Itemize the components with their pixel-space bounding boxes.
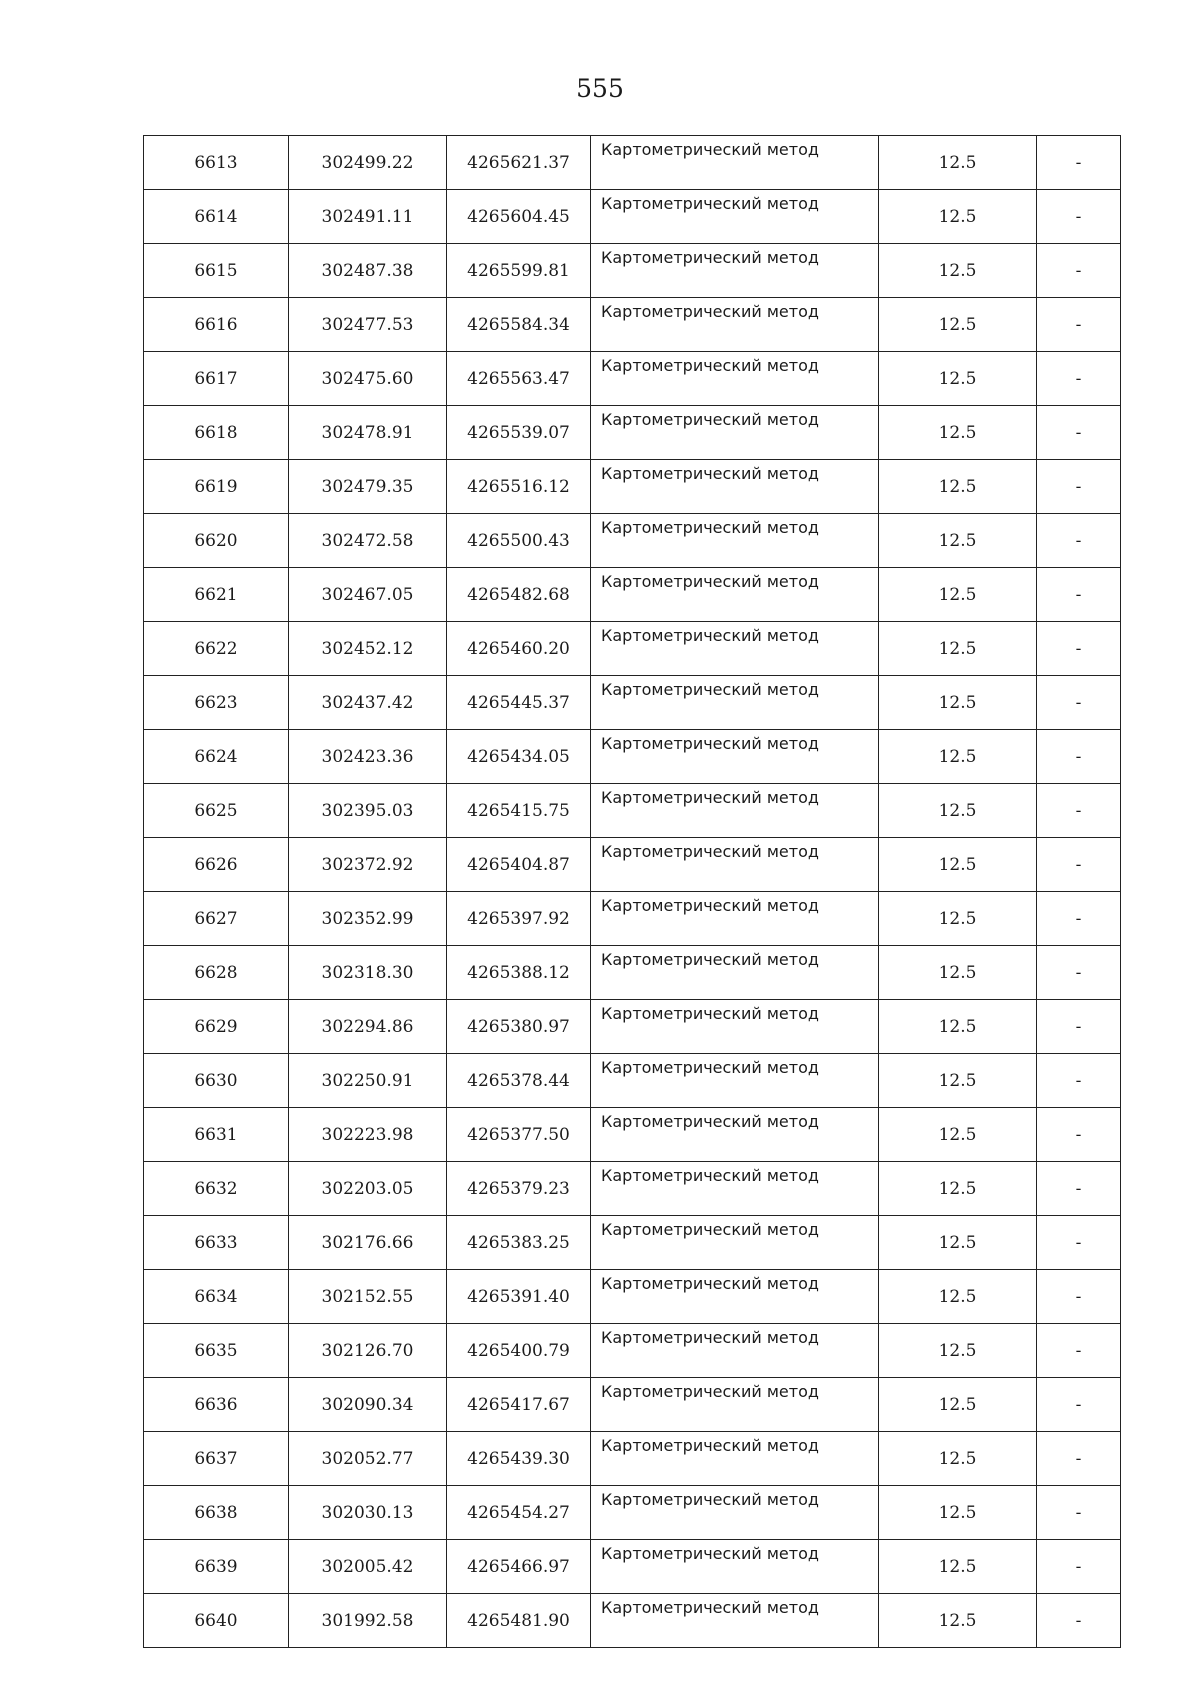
accuracy-cell: 12.5 (879, 1486, 1037, 1540)
y-coordinate-cell: 4265415.75 (447, 784, 591, 838)
accuracy-cell: 12.5 (879, 460, 1037, 514)
point-number-cell: 6633 (144, 1216, 289, 1270)
accuracy-cell: 12.5 (879, 1000, 1037, 1054)
method-cell: Картометрический метод (591, 136, 879, 190)
description-cell: - (1037, 298, 1121, 352)
x-coordinate-cell: 302395.03 (289, 784, 447, 838)
accuracy-cell: 12.5 (879, 190, 1037, 244)
accuracy-cell: 12.5 (879, 838, 1037, 892)
description-cell: - (1037, 1432, 1121, 1486)
y-coordinate-cell: 4265599.81 (447, 244, 591, 298)
y-coordinate-cell: 4265445.37 (447, 676, 591, 730)
y-coordinate-cell: 4265539.07 (447, 406, 591, 460)
y-coordinate-cell: 4265481.90 (447, 1594, 591, 1648)
description-cell: - (1037, 568, 1121, 622)
table-row (144, 1324, 1121, 1378)
y-coordinate-cell: 4265383.25 (447, 1216, 591, 1270)
description-cell: - (1037, 460, 1121, 514)
y-coordinate-cell: 4265380.97 (447, 1000, 591, 1054)
method-cell: Картометрический метод (591, 1000, 879, 1054)
table-row (144, 244, 1121, 298)
accuracy-cell: 12.5 (879, 1162, 1037, 1216)
description-cell: - (1037, 1162, 1121, 1216)
method-cell: Картометрический метод (591, 784, 879, 838)
description-cell: - (1037, 1378, 1121, 1432)
x-coordinate-cell: 302491.11 (289, 190, 447, 244)
table-row (144, 730, 1121, 784)
x-coordinate-cell: 302452.12 (289, 622, 447, 676)
accuracy-cell: 12.5 (879, 1540, 1037, 1594)
point-number-cell: 6636 (144, 1378, 289, 1432)
description-cell: - (1037, 1000, 1121, 1054)
description-cell: - (1037, 1054, 1121, 1108)
method-cell: Картометрический метод (591, 514, 879, 568)
method-cell: Картометрический метод (591, 568, 879, 622)
y-coordinate-cell: 4265400.79 (447, 1324, 591, 1378)
y-coordinate-cell: 4265404.87 (447, 838, 591, 892)
description-cell: - (1037, 1216, 1121, 1270)
x-coordinate-cell: 302294.86 (289, 1000, 447, 1054)
point-number-cell: 6617 (144, 352, 289, 406)
point-number-cell: 6616 (144, 298, 289, 352)
point-number-cell: 6629 (144, 1000, 289, 1054)
point-number-cell: 6618 (144, 406, 289, 460)
method-cell: Картометрический метод (591, 1432, 879, 1486)
point-number-cell: 6623 (144, 676, 289, 730)
x-coordinate-cell: 302005.42 (289, 1540, 447, 1594)
table-row (144, 1432, 1121, 1486)
method-cell: Картометрический метод (591, 1270, 879, 1324)
accuracy-cell: 12.5 (879, 730, 1037, 784)
table-row (144, 568, 1121, 622)
point-number-cell: 6626 (144, 838, 289, 892)
x-coordinate-cell: 302152.55 (289, 1270, 447, 1324)
point-number-cell: 6624 (144, 730, 289, 784)
table-body (144, 136, 1121, 1648)
table-row (144, 460, 1121, 514)
method-cell: Картометрический метод (591, 1594, 879, 1648)
x-coordinate-cell: 301992.58 (289, 1594, 447, 1648)
table-row (144, 136, 1121, 190)
point-number-cell: 6632 (144, 1162, 289, 1216)
x-coordinate-cell: 302499.22 (289, 136, 447, 190)
method-cell: Картометрический метод (591, 1108, 879, 1162)
description-cell: - (1037, 244, 1121, 298)
accuracy-cell: 12.5 (879, 1594, 1037, 1648)
table-row (144, 514, 1121, 568)
point-number-cell: 6625 (144, 784, 289, 838)
accuracy-cell: 12.5 (879, 946, 1037, 1000)
method-cell: Картометрический метод (591, 190, 879, 244)
y-coordinate-cell: 4265621.37 (447, 136, 591, 190)
point-number-cell: 6639 (144, 1540, 289, 1594)
y-coordinate-cell: 4265466.97 (447, 1540, 591, 1594)
method-cell: Картометрический метод (591, 1054, 879, 1108)
method-cell: Картометрический метод (591, 676, 879, 730)
x-coordinate-cell: 302203.05 (289, 1162, 447, 1216)
method-cell: Картометрический метод (591, 298, 879, 352)
table-row (144, 1108, 1121, 1162)
y-coordinate-cell: 4265388.12 (447, 946, 591, 1000)
point-number-cell: 6620 (144, 514, 289, 568)
x-coordinate-cell: 302472.58 (289, 514, 447, 568)
page-number: 555 (576, 74, 624, 103)
table-row (144, 1216, 1121, 1270)
x-coordinate-cell: 302090.34 (289, 1378, 447, 1432)
table-row (144, 1054, 1121, 1108)
y-coordinate-cell: 4265397.92 (447, 892, 591, 946)
accuracy-cell: 12.5 (879, 784, 1037, 838)
x-coordinate-cell: 302352.99 (289, 892, 447, 946)
point-number-cell: 6634 (144, 1270, 289, 1324)
x-coordinate-cell: 302475.60 (289, 352, 447, 406)
point-number-cell: 6613 (144, 136, 289, 190)
point-number-cell: 6638 (144, 1486, 289, 1540)
description-cell: - (1037, 1324, 1121, 1378)
method-cell: Картометрический метод (591, 1540, 879, 1594)
y-coordinate-cell: 4265516.12 (447, 460, 591, 514)
point-number-cell: 6622 (144, 622, 289, 676)
point-number-cell: 6630 (144, 1054, 289, 1108)
y-coordinate-cell: 4265377.50 (447, 1108, 591, 1162)
accuracy-cell: 12.5 (879, 514, 1037, 568)
method-cell: Картометрический метод (591, 1486, 879, 1540)
x-coordinate-cell: 302487.38 (289, 244, 447, 298)
accuracy-cell: 12.5 (879, 568, 1037, 622)
method-cell: Картометрический метод (591, 622, 879, 676)
accuracy-cell: 12.5 (879, 892, 1037, 946)
method-cell: Картометрический метод (591, 1324, 879, 1378)
table-row (144, 406, 1121, 460)
point-number-cell: 6621 (144, 568, 289, 622)
accuracy-cell: 12.5 (879, 298, 1037, 352)
table-row (144, 784, 1121, 838)
method-cell: Картометрический метод (591, 406, 879, 460)
y-coordinate-cell: 4265379.23 (447, 1162, 591, 1216)
point-number-cell: 6637 (144, 1432, 289, 1486)
accuracy-cell: 12.5 (879, 1378, 1037, 1432)
accuracy-cell: 12.5 (879, 406, 1037, 460)
description-cell: - (1037, 892, 1121, 946)
method-cell: Картометрический метод (591, 1216, 879, 1270)
method-cell: Картометрический метод (591, 1378, 879, 1432)
table-row (144, 190, 1121, 244)
table-row (144, 838, 1121, 892)
description-cell: - (1037, 1108, 1121, 1162)
point-number-cell: 6628 (144, 946, 289, 1000)
point-number-cell: 6614 (144, 190, 289, 244)
description-cell: - (1037, 352, 1121, 406)
table-row (144, 892, 1121, 946)
x-coordinate-cell: 302176.66 (289, 1216, 447, 1270)
accuracy-cell: 12.5 (879, 622, 1037, 676)
x-coordinate-cell: 302030.13 (289, 1486, 447, 1540)
y-coordinate-cell: 4265563.47 (447, 352, 591, 406)
description-cell: - (1037, 406, 1121, 460)
method-cell: Картометрический метод (591, 946, 879, 1000)
description-cell: - (1037, 514, 1121, 568)
accuracy-cell: 12.5 (879, 1270, 1037, 1324)
table-row (144, 946, 1121, 1000)
accuracy-cell: 12.5 (879, 1324, 1037, 1378)
x-coordinate-cell: 302126.70 (289, 1324, 447, 1378)
accuracy-cell: 12.5 (879, 352, 1037, 406)
accuracy-cell: 12.5 (879, 136, 1037, 190)
x-coordinate-cell: 302223.98 (289, 1108, 447, 1162)
table-row (144, 1540, 1121, 1594)
y-coordinate-cell: 4265584.34 (447, 298, 591, 352)
point-number-cell: 6635 (144, 1324, 289, 1378)
accuracy-cell: 12.5 (879, 1216, 1037, 1270)
point-number-cell: 6631 (144, 1108, 289, 1162)
description-cell: - (1037, 946, 1121, 1000)
x-coordinate-cell: 302477.53 (289, 298, 447, 352)
description-cell: - (1037, 784, 1121, 838)
accuracy-cell: 12.5 (879, 1054, 1037, 1108)
description-cell: - (1037, 1540, 1121, 1594)
x-coordinate-cell: 302467.05 (289, 568, 447, 622)
table-row (144, 1486, 1121, 1540)
method-cell: Картометрический метод (591, 892, 879, 946)
y-coordinate-cell: 4265460.20 (447, 622, 591, 676)
accuracy-cell: 12.5 (879, 1432, 1037, 1486)
table-row (144, 1594, 1121, 1648)
table-row (144, 622, 1121, 676)
table-row (144, 676, 1121, 730)
x-coordinate-cell: 302437.42 (289, 676, 447, 730)
table-row (144, 1270, 1121, 1324)
point-number-cell: 6640 (144, 1594, 289, 1648)
x-coordinate-cell: 302372.92 (289, 838, 447, 892)
point-number-cell: 6627 (144, 892, 289, 946)
table-row (144, 1162, 1121, 1216)
table-row (144, 1378, 1121, 1432)
x-coordinate-cell: 302318.30 (289, 946, 447, 1000)
coordinates-table (143, 135, 1121, 1648)
method-cell: Картометрический метод (591, 244, 879, 298)
description-cell: - (1037, 838, 1121, 892)
description-cell: - (1037, 730, 1121, 784)
y-coordinate-cell: 4265500.43 (447, 514, 591, 568)
description-cell: - (1037, 136, 1121, 190)
x-coordinate-cell: 302479.35 (289, 460, 447, 514)
y-coordinate-cell: 4265604.45 (447, 190, 591, 244)
accuracy-cell: 12.5 (879, 1108, 1037, 1162)
y-coordinate-cell: 4265391.40 (447, 1270, 591, 1324)
description-cell: - (1037, 190, 1121, 244)
y-coordinate-cell: 4265482.68 (447, 568, 591, 622)
y-coordinate-cell: 4265417.67 (447, 1378, 591, 1432)
y-coordinate-cell: 4265434.05 (447, 730, 591, 784)
x-coordinate-cell: 302250.91 (289, 1054, 447, 1108)
accuracy-cell: 12.5 (879, 676, 1037, 730)
y-coordinate-cell: 4265378.44 (447, 1054, 591, 1108)
point-number-cell: 6615 (144, 244, 289, 298)
description-cell: - (1037, 1270, 1121, 1324)
table-row (144, 352, 1121, 406)
x-coordinate-cell: 302423.36 (289, 730, 447, 784)
method-cell: Картометрический метод (591, 838, 879, 892)
y-coordinate-cell: 4265454.27 (447, 1486, 591, 1540)
table-row (144, 298, 1121, 352)
method-cell: Картометрический метод (591, 352, 879, 406)
description-cell: - (1037, 1486, 1121, 1540)
description-cell: - (1037, 676, 1121, 730)
x-coordinate-cell: 302052.77 (289, 1432, 447, 1486)
description-cell: - (1037, 622, 1121, 676)
method-cell: Картометрический метод (591, 460, 879, 514)
y-coordinate-cell: 4265439.30 (447, 1432, 591, 1486)
method-cell: Картометрический метод (591, 730, 879, 784)
method-cell: Картометрический метод (591, 1162, 879, 1216)
description-cell: - (1037, 1594, 1121, 1648)
x-coordinate-cell: 302478.91 (289, 406, 447, 460)
point-number-cell: 6619 (144, 460, 289, 514)
accuracy-cell: 12.5 (879, 244, 1037, 298)
table-row (144, 1000, 1121, 1054)
